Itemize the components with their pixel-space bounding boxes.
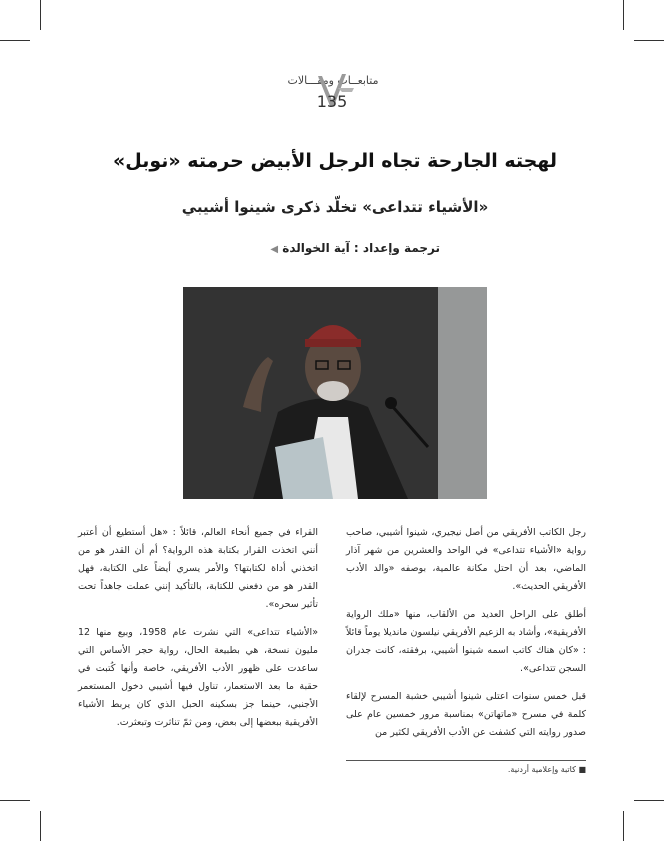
paragraph: أطلق على الراحل العديد من الألقاب، منها «ملك الرواية الأفريقية»، وأشاد به الزعيم الأفريقي نيلسون مانديلا يوماً قائلاً : «كان هناك كاتب اسمه شينوا أشيبي، برفقته، كانت جدران السجن تتداعى». [346,609,586,674]
crop-mark [634,800,664,801]
footnote-divider [346,760,586,761]
author-photo [183,287,487,499]
paragraph: القراء في جميع أنحاء العالم، قائلاً : «هل أستطيع أن أعتبر أنني اتخذت القرار بكتابة هذه الرواية؟ أم أن القدر هو من اتخذني أداة لكتابتها؟ والأمر يسري أيضاً على الكتابة، فهل القدر هو من دفعني للكتابة، بالتأكيد إنني عملت جاهداً تحت تأثير سحره». [78,527,318,610]
byline [200,241,440,255]
footnote: ■ كاتبة وإعلامية أردنية. [507,765,586,774]
article-column-right [346,524,586,752]
section-title: متابعــات وم‍قـــالات [287,74,379,87]
article-subheadline: «الأشياء تتداعى» تخلّد ذكرى شينوا أشيبي [181,198,489,216]
paragraph: رجل الكاتب الأفريقي من أصل نيجيري، شينوا أشيبي، صاحب رواية «الأشياء تتداعى» في الواحد والعشرين من شهر آذار الماضي، بعد أن احتل مكانة عالمية، بوصفه «والد الأدب الأفريقي الحديث». [346,527,586,592]
article-column-left [78,524,318,742]
triangle-bullet-icon: ◀ [270,244,279,255]
crop-mark [40,811,41,841]
paragraph: قبل خمس سنوات اعتلى شينوا أشيبي خشبة المسرح لإلقاء كلمة في مسرح «ماتهاتن» بمناسبة مرور خمسين عام على صدور روايته التي كشفت عن الأدب الأفريقي لكثير من [346,691,586,738]
article-headline: لهجته الجارحة تجاه الرجل الأبيض حرمته «نوبل» [113,150,557,172]
crop-mark [623,811,624,841]
byline-text: ترجمة وإعداد : آية الخوالدة [282,241,440,255]
page-number: 135 [316,92,348,111]
paragraph: «الأشياء تتداعى» التي نشرت عام 1958، وبيع منها 12 مليون نسخة، هي بطبيعة الحال، رواية حجر الأساس التي ساعدت على ظهور الأدب الأفريقي، خاصة وأنها كُتبت في حقبة ما بعد الاستعمار، تناول فيها أشيبي دخول المستعمر الأجنبي، حينما جز بسكينه الحبل الذي كان يربط الأشياء الأفريقية ببعضها إلى بعض، ومن ثمّ تناثرت وتبعثرت. [78,627,319,728]
crop-mark [40,0,41,30]
crop-mark [623,0,624,30]
author-photo-illustration [183,287,487,499]
crop-mark [0,40,30,41]
crop-mark [0,800,30,801]
crop-mark [634,40,664,41]
